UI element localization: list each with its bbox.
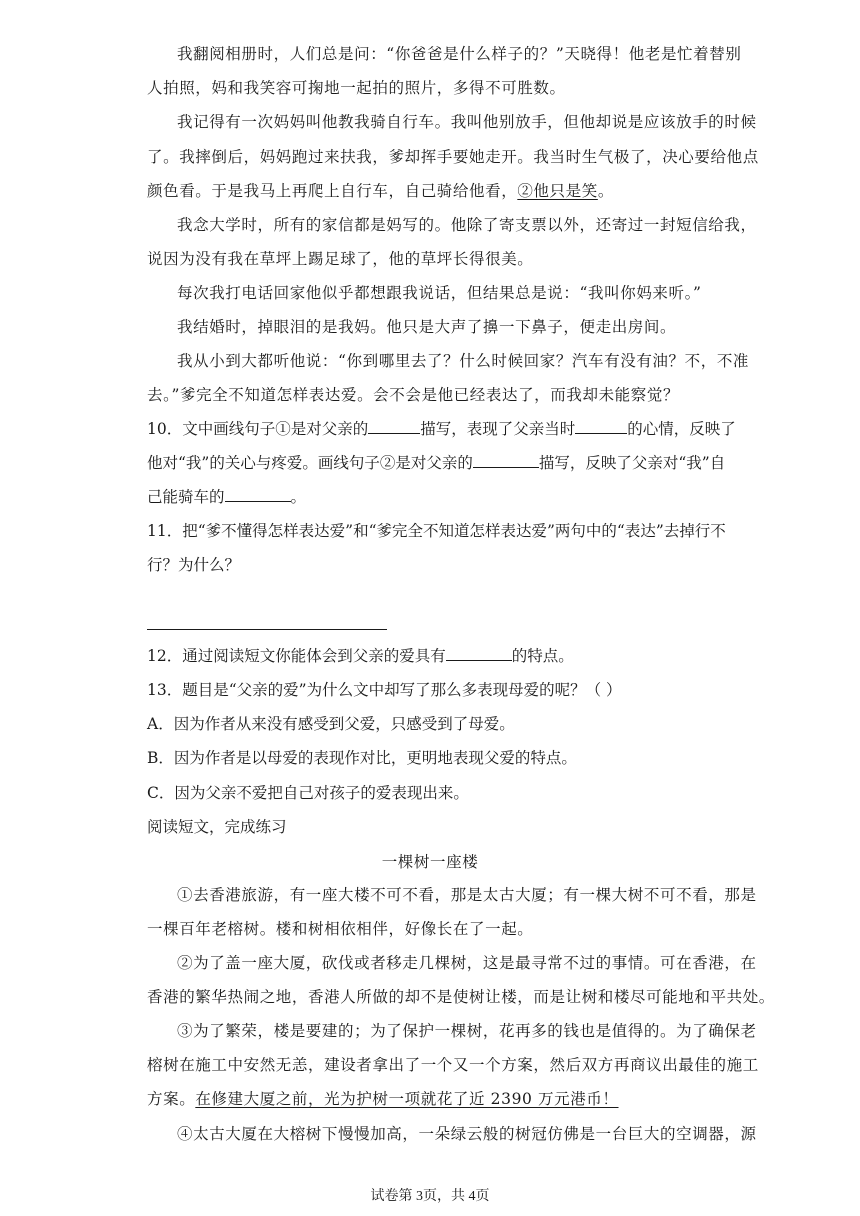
passage-paragraph-1-line-2: 一棵百年老榕树。楼和树相依相伴，好像长在了一起。 — [147, 920, 534, 938]
story-paragraph-6-line-2: 去。”爹完全不知道怎样表达爱。会不会是他已经表达了，而我却未能察觉？ — [147, 386, 680, 404]
text-segment: 的心情，反映了 — [627, 420, 736, 438]
page-footer: 试卷第 3页，共 4页 — [370, 1189, 490, 1204]
question-10-line-2 — [147, 453, 725, 473]
passage-paragraph-4-line-1: ④太古大厦在大榕树下慢慢加高，一朵绿云般的树冠仿佛是一台巨大的空调器，源 — [177, 1125, 757, 1143]
answer-blank[interactable] — [225, 487, 291, 502]
text-segment: 。 — [597, 182, 614, 200]
answer-blank[interactable] — [368, 419, 420, 434]
question-11-answer-line[interactable] — [147, 629, 387, 630]
text-segment: 己能骑车的 — [147, 488, 225, 506]
text-segment: 10．文中画线句子①是对父亲的 — [147, 420, 369, 438]
reading-instruction: 阅读短文，完成练习 — [147, 818, 287, 836]
question-13-stem: 13．题目是“父亲的爱”为什么文中却写了那么多表现母爱的呢？（ ） — [147, 681, 622, 699]
story-paragraph-3-line-1: 我念大学时，所有的家信都是妈写的。他除了寄支票以外，还寄过一封短信给我， — [177, 216, 757, 234]
answer-blank[interactable] — [473, 453, 539, 468]
passage-paragraph-3-line-3 — [147, 1089, 619, 1109]
question-11-line-1: 11．把“爹不懂得怎样表达爱”和“爹完全不知道怎样表达爱”两句中的“表达”去掉行不 — [147, 522, 726, 540]
passage-paragraph-2-line-1: ②为了盖一座大厦，砍伐或者移走几棵树，这是最寻常不过的事情。可在香港，在 — [177, 954, 757, 972]
text-segment: 描写，表现了父亲当时 — [420, 420, 576, 438]
passage-title: 一棵树一座楼 — [381, 853, 479, 871]
question-13-option-b[interactable]: B．因为作者是以母爱的表现作对比，更明地表现父爱的特点。 — [147, 749, 577, 767]
story-paragraph-1-line-2: 人拍照，妈和我笑容可掬地一起拍的照片，多得不可胜数。 — [147, 79, 566, 97]
story-paragraph-3-line-2: 说因为没有我在草坪上踢足球了，他的草坪长得很美。 — [147, 250, 534, 268]
text-segment: 。 — [290, 488, 307, 506]
text-segment: 的特点。 — [511, 647, 574, 665]
text-segment: 颜色看。于是我马上再爬上自行车，自己骑给他看， — [147, 182, 518, 200]
answer-blank[interactable] — [446, 646, 512, 661]
underlined-sentence-2: ②他只是笑 — [517, 182, 598, 200]
question-13-option-a[interactable]: A．因为作者从来没有感受到父爱，只感受到了母爱。 — [147, 715, 515, 733]
text-segment: 描写，反映了父亲对“我”自 — [538, 454, 726, 472]
text-segment: 他对“我”的关心与疼爱。画线句子②是对父亲的 — [147, 454, 473, 472]
question-13-option-c[interactable]: C．因为父亲不爱把自己对孩子的爱表现出来。 — [147, 784, 469, 802]
underlined-sentence: 在修建大厦之前，光为护树一项就花了近 2390 万元港币！ — [195, 1090, 619, 1108]
answer-blank[interactable] — [575, 419, 627, 434]
story-paragraph-6-line-1: 我从小到大都听他说：“你到哪里去了？什么时候回家？汽车有没有油？不，不准 — [177, 352, 750, 370]
story-paragraph-5: 我结婚时，掉眼泪的是我妈。他只是大声了擤一下鼻子，便走出房间。 — [177, 318, 677, 336]
question-10-line-1 — [147, 419, 736, 439]
story-paragraph-2-line-3 — [147, 181, 614, 201]
story-paragraph-1-line-1: 我翻阅相册时，人们总是问：“你爸爸是什么样子的？”天晓得！他老是忙着替别 — [177, 45, 742, 63]
passage-paragraph-3-line-2: 榕树在施工中安然无恙，建设者拿出了一个又一个方案，然后双方再商议出最佳的施工 — [147, 1056, 759, 1074]
story-paragraph-2-line-2: 了。我摔倒后，妈妈跑过来扶我，爹却挥手要她走开。我当时生气极了，决心要给他点 — [147, 148, 759, 166]
question-11-line-2: 行？为什么？ — [147, 556, 241, 574]
question-10-line-3 — [147, 487, 306, 507]
passage-paragraph-3-line-1: ③为了繁荣，楼是要建的；为了保护一棵树，花再多的钱也是值得的。为了确保老 — [177, 1022, 757, 1040]
story-paragraph-4: 每次我打电话回家他似乎都想跟我说话，但结果总是说：“我叫你妈来听。” — [177, 284, 702, 302]
text-segment: 方案。 — [147, 1090, 196, 1108]
passage-paragraph-2-line-2: 香港的繁华热闹之地，香港人所做的却不是使树让楼，而是让树和楼尽可能地和平共处。 — [147, 988, 775, 1006]
text-segment: 12．通过阅读短文你能体会到父亲的爱具有 — [147, 647, 446, 665]
story-paragraph-2-line-1: 我记得有一次妈妈叫他教我骑自行车。我叫他别放手，但他却说是应该放手的时候 — [177, 113, 757, 131]
passage-paragraph-1-line-1: ①去香港旅游，有一座大楼不可不看，那是太古大厦；有一棵大树不可不看，那是 — [177, 886, 757, 904]
question-12 — [147, 646, 574, 666]
